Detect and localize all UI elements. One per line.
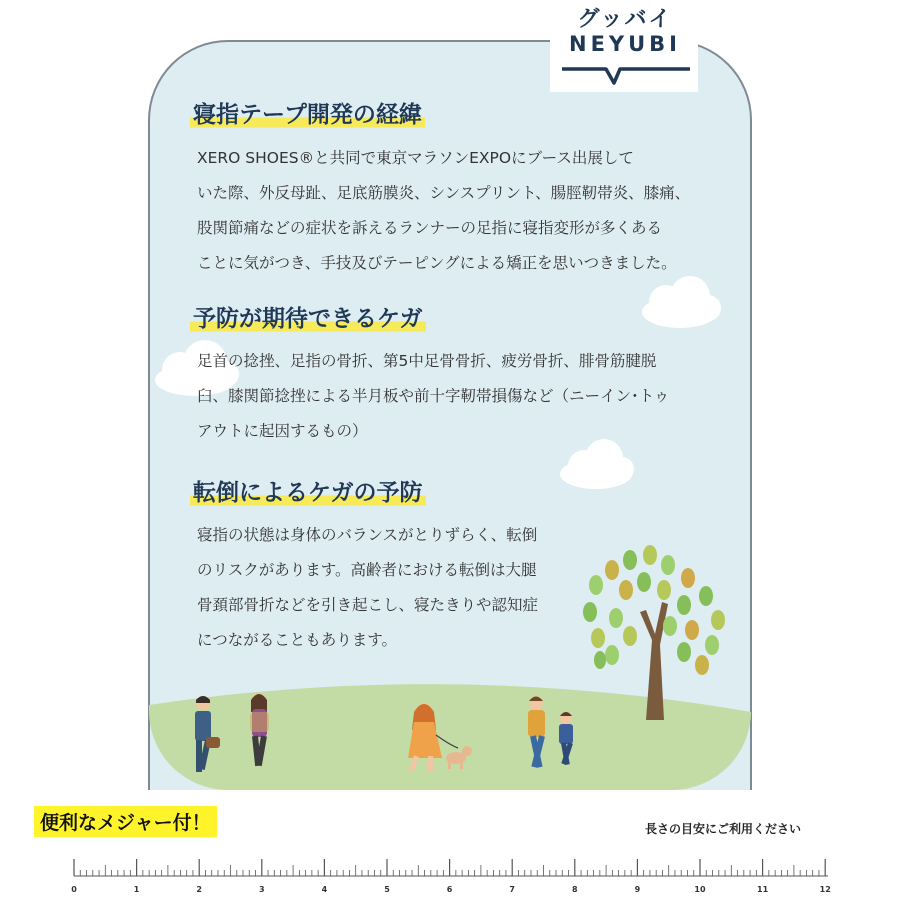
ruler-label: 1 xyxy=(133,885,140,894)
section-body: 寝指の状態は身体のバランスがとりずらく、転倒 のリスクがあります。高齢者における転倒は大腿 骨頚部骨折などを引き起こし、寝たきりや認知症 につながることもあります。 xyxy=(197,526,539,649)
ruler-label: 12 xyxy=(819,885,831,894)
ruler xyxy=(0,850,900,900)
section-body: 足首の捻挫、足指の骨折、第5中足骨骨折、疲労骨折、腓骨筋腱脱 臼、膝関節捻挫による半月板や前十字靭帯損傷など（ニーイン･トゥ アウトに起因するもの） xyxy=(197,352,670,440)
section-body: XERO SHOES®と共同で東京マラソンEXPOにブース出展して いた際、外反母趾、足底筋膜炎、シンスプリント、腸脛靭帯炎、膝痛、 股関節痛などの症状を訴えるランナーの足指に寝指変形が多くある ことに気がつき、手技及びテーピングによる矯正を思いつきました。 xyxy=(197,149,691,272)
brand-kana: グッバイ xyxy=(577,7,673,32)
ruler-label: 9 xyxy=(634,885,641,894)
ruler-label: 2 xyxy=(196,885,202,894)
ruler-label: 11 xyxy=(757,885,769,894)
ruler-label: 10 xyxy=(694,885,706,894)
section-heading: 寝指テープ開発の経緯 xyxy=(190,100,425,130)
measure-ribbon: 便利なメジャー付！ xyxy=(34,806,217,837)
measure-hint: 長さの目安にご利用ください xyxy=(645,822,802,836)
ruler-label: 0 xyxy=(71,885,77,894)
ruler-label: 7 xyxy=(509,885,515,894)
ruler-label: 4 xyxy=(321,885,328,894)
section-heading: 転倒によるケガの予防 xyxy=(190,478,426,508)
ruler-label: 8 xyxy=(572,885,578,894)
ruler-label: 5 xyxy=(384,885,390,894)
section-heading: 予防が期待できるケガ xyxy=(190,304,426,334)
ruler-label: 3 xyxy=(259,885,265,894)
ruler-label: 6 xyxy=(446,885,453,894)
cloud-icon xyxy=(642,276,721,328)
brand-name: NEYUBI xyxy=(569,32,681,56)
